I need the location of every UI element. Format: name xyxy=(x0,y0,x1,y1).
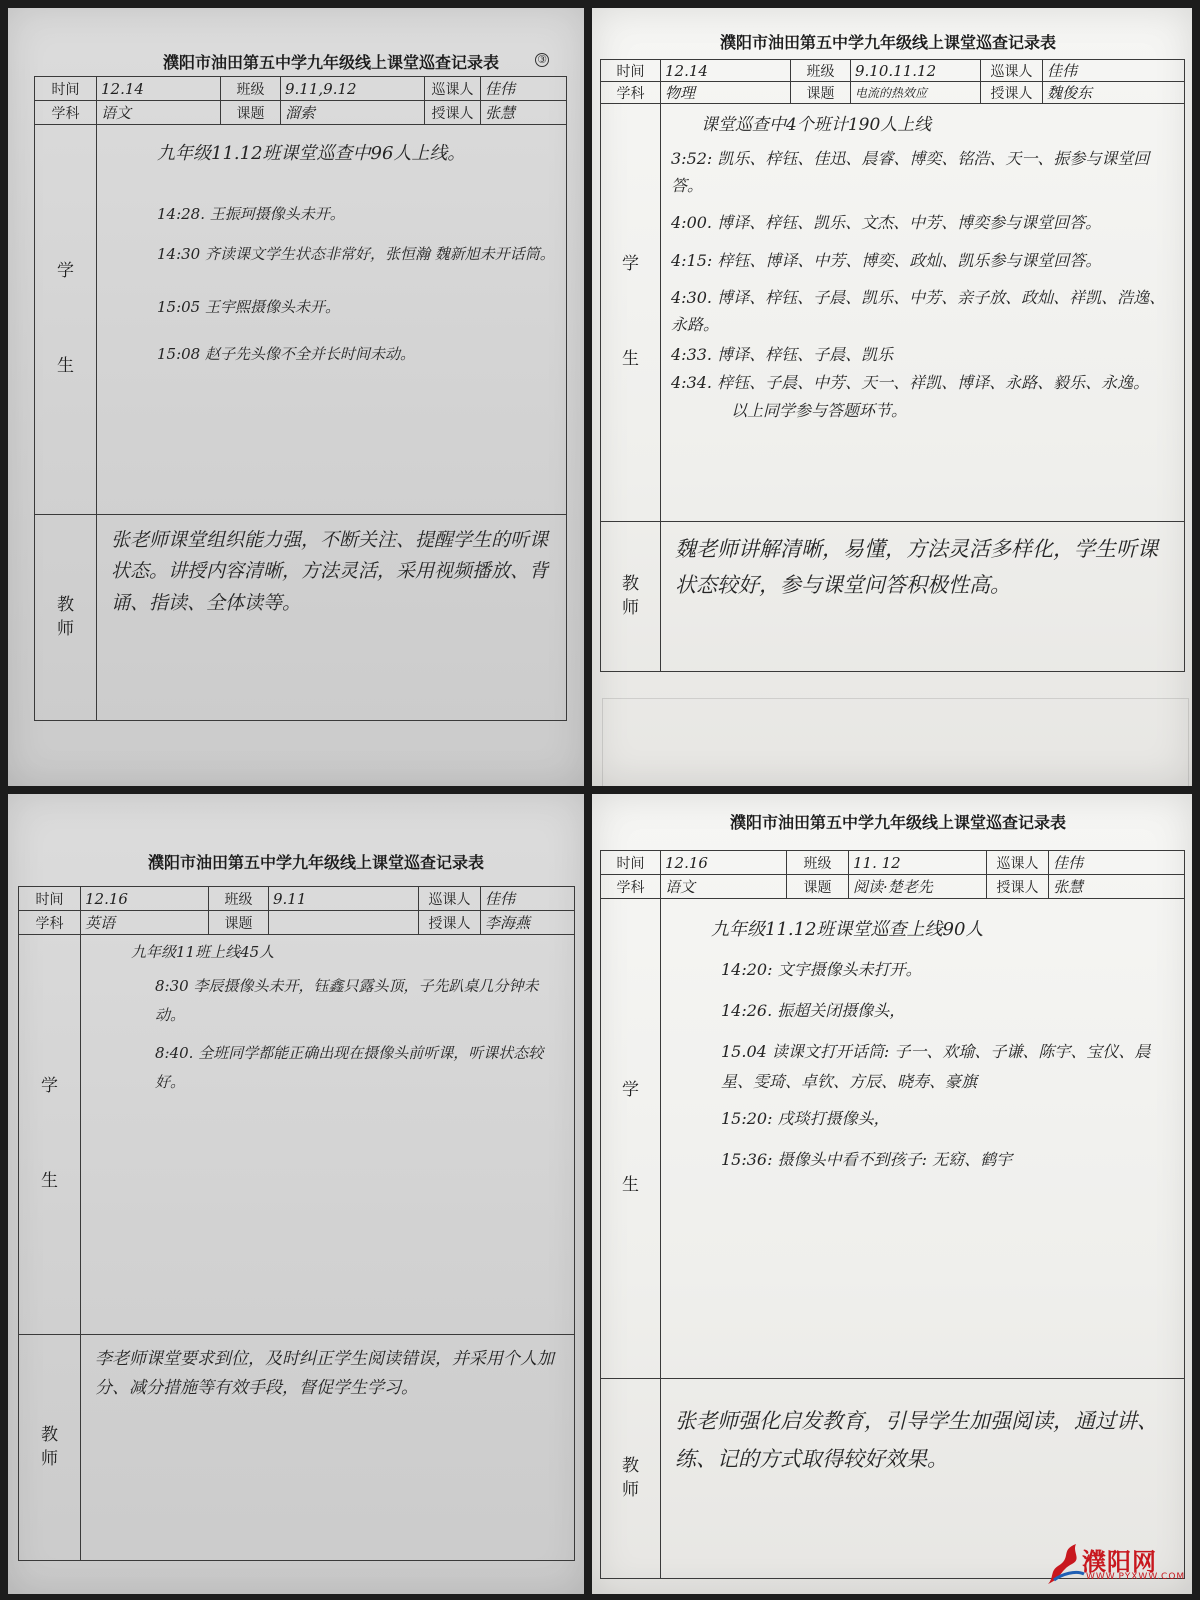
subject-label: 学科 xyxy=(601,875,661,899)
student-note-line: 课堂巡查中4个班计190人上线 xyxy=(701,115,932,135)
topic-label: 课题 xyxy=(209,911,269,935)
subject-value: 英语 xyxy=(81,911,209,935)
student-note-line: 14:20: 文宇摄像头未打开。 xyxy=(721,960,922,979)
student-note-line: 8:30 李辰摄像头未开，钰鑫只露头顶，子先趴桌几分钟未动。 xyxy=(155,977,539,1024)
student-note-line: 14:30 齐读课文学生状态非常好，张恒瀚 魏新旭未开话筒。 xyxy=(157,245,555,263)
student-section-label: 学 生 xyxy=(19,935,81,1335)
class-label: 班级 xyxy=(787,851,849,875)
record-table xyxy=(34,76,567,721)
time-value: 12.16 xyxy=(661,851,787,875)
time-value: 12.16 xyxy=(81,887,209,911)
subject-label: 学科 xyxy=(601,82,661,104)
teacher-section-label: 教 师 xyxy=(601,1379,661,1579)
student-note-line: 15:05 王宇熙摄像头未开。 xyxy=(157,297,340,316)
form-title: 濮阳市油田第五中学九年级线上课堂巡查记录表 xyxy=(163,53,500,72)
inspector-label: 巡课人 xyxy=(987,851,1049,875)
record-table xyxy=(600,850,1185,1579)
teacher-section-label: 教 师 xyxy=(19,1335,81,1561)
pyxww-watermark xyxy=(1046,1540,1186,1588)
topic-label: 课题 xyxy=(791,82,851,104)
class-label: 班级 xyxy=(791,60,851,82)
teacher-section-label: 教 师 xyxy=(35,515,97,721)
student-note-line: 14:26. 振超关闭摄像头， xyxy=(721,1001,906,1020)
student-note-line: 15:08 赵子先头像不全并长时间未动。 xyxy=(157,344,415,363)
teacher-section-label: 教 师 xyxy=(601,522,661,672)
student-note-line: 14:28. 王振珂摄像头未开。 xyxy=(157,205,345,223)
student-notes xyxy=(81,935,575,1335)
student-note-line: 4:15: 梓钰、博译、中芳、博奕、政灿、凯乐参与课堂回答。 xyxy=(671,250,1102,270)
subject-value: 语文 xyxy=(97,101,221,125)
record-table xyxy=(18,886,575,1561)
student-notes xyxy=(661,899,1185,1379)
student-note-line: 3:52: 凯乐、梓钰、佳迅、晨睿、博奕、铭浩、天一、振参与课堂回答。 xyxy=(671,149,1150,196)
student-note-line: 15.04 读课文打开话筒: 子一、欢瑜、子谦、陈宇、宝仪、晨星、雯琦、卓钦、方辰、晓寿、豪旗 xyxy=(721,1042,1151,1092)
class-value: 11. 12 xyxy=(849,851,987,875)
inspector-value: 佳伟 xyxy=(1043,60,1185,82)
class-value: 9.11,9.12 xyxy=(281,77,425,101)
watermark-brand: 濮阳网 xyxy=(1082,1548,1157,1576)
student-note-line: 8:40. 全班同学都能正确出现在摄像头前听课，听课状态较好。 xyxy=(155,1044,544,1091)
time-label: 时间 xyxy=(601,60,661,82)
lecturer-value: 魏俊东 xyxy=(1043,82,1185,104)
subject-value: 语文 xyxy=(661,875,787,899)
pyxww-logo-icon xyxy=(1046,1540,1086,1586)
document-photo-3 xyxy=(8,794,584,1594)
time-value: 12.14 xyxy=(97,77,221,101)
time-value: 12.14 xyxy=(661,60,791,82)
watermark-url: WWW.PYXWW.COM xyxy=(1086,1572,1186,1582)
student-note-line: 以上同学参与答题环节。 xyxy=(731,401,908,421)
document-photo-4 xyxy=(592,794,1192,1594)
lecturer-label: 授课人 xyxy=(981,82,1043,104)
record-table xyxy=(600,59,1185,672)
lecturer-value: 张慧 xyxy=(481,101,567,125)
topic-value xyxy=(269,911,419,935)
student-note-line: 九年级11.12班课堂巡查上线90人 xyxy=(711,919,984,940)
form-title: 濮阳市油田第五中学九年级线上课堂巡查记录表 xyxy=(730,813,1067,832)
student-note-line: 15:20: 戌琰打摄像头， xyxy=(721,1108,890,1128)
topic-value: 阅读·楚老先 xyxy=(849,875,987,899)
inspector-value: 佳伟 xyxy=(481,77,567,101)
student-note-line: 4:34. 梓钰、子晨、中芳、天一、祥凯、博译、永路、毅乐、永逸。 xyxy=(671,373,1150,393)
student-notes xyxy=(97,125,567,515)
student-note-line: 4:30. 博译、梓钰、子晨、凯乐、中芳、亲子放、政灿、祥凯、浩逸、永路。 xyxy=(671,287,1166,334)
inspector-value: 佳伟 xyxy=(1049,851,1185,875)
class-label: 班级 xyxy=(209,887,269,911)
lecturer-label: 授课人 xyxy=(425,101,481,125)
form-title: 濮阳市油田第五中学九年级线上课堂巡查记录表 xyxy=(720,33,1057,52)
underlying-page-shadow xyxy=(602,698,1189,786)
time-label: 时间 xyxy=(601,851,661,875)
student-section-label: 学 生 xyxy=(601,899,661,1379)
time-label: 时间 xyxy=(35,77,97,101)
subject-value: 物理 xyxy=(661,82,791,104)
lecturer-label: 授课人 xyxy=(419,911,481,935)
teacher-evaluation: 魏老师讲解清晰，易懂，方法灵活多样化，学生听课状态较好，参与课堂问答积极性高。 xyxy=(661,522,1185,672)
student-note-line: 4:33. 博译、梓钰、子晨、凯乐 xyxy=(671,345,894,365)
subject-label: 学科 xyxy=(19,911,81,935)
topic-value: 溜索 xyxy=(281,101,425,125)
form-title: 濮阳市油田第五中学九年级线上课堂巡查记录表 xyxy=(148,853,485,872)
time-label: 时间 xyxy=(19,887,81,911)
topic-label: 课题 xyxy=(221,101,281,125)
teacher-evaluation: 张老师课堂组织能力强，不断关注、提醒学生的听课状态。讲授内容清晰，方法灵活，采用视频播放、背诵、指读、全体读等。 xyxy=(97,515,567,721)
student-section-label: 学 生 xyxy=(601,104,661,522)
inspector-label: 巡课人 xyxy=(419,887,481,911)
lecturer-label: 授课人 xyxy=(987,875,1049,899)
document-photo-1 xyxy=(8,8,584,786)
lecturer-value: 李海燕 xyxy=(481,911,575,935)
inspector-label: 巡课人 xyxy=(425,77,481,101)
teacher-evaluation: 李老师课堂要求到位，及时纠正学生阅读错误，并采用个人加分、减分措施等有效手段，督促学生学习。 xyxy=(81,1335,575,1561)
student-note-line: 九年级11.12班课堂巡查中96人上线。 xyxy=(157,143,466,164)
document-photo-2 xyxy=(592,8,1192,786)
page-number: ③ xyxy=(535,53,549,67)
class-value: 9.11 xyxy=(269,887,419,911)
student-section-label: 学 生 xyxy=(35,125,97,515)
student-note-line: 4:00. 博译、梓钰、凯乐、文杰、中芳、博奕参与课堂回答。 xyxy=(671,213,1102,233)
subject-label: 学科 xyxy=(35,101,97,125)
class-value: 9.10.11.12 xyxy=(851,60,981,82)
student-notes xyxy=(661,104,1185,522)
topic-value: 电流的热效应 xyxy=(851,82,981,104)
inspector-label: 巡课人 xyxy=(981,60,1043,82)
class-label: 班级 xyxy=(221,77,281,101)
lecturer-value: 张慧 xyxy=(1049,875,1185,899)
student-note-line: 15:36: 摄像头中看不到孩子: 无窈、鹤宇 xyxy=(721,1149,1013,1169)
topic-label: 课题 xyxy=(787,875,849,899)
student-note-line: 九年级11班上线45人 xyxy=(131,943,275,961)
teacher-evaluation: 张老师强化启发教育，引导学生加强阅读，通过讲、练、记的方式取得较好效果。 xyxy=(661,1379,1185,1579)
inspector-value: 佳伟 xyxy=(481,887,575,911)
